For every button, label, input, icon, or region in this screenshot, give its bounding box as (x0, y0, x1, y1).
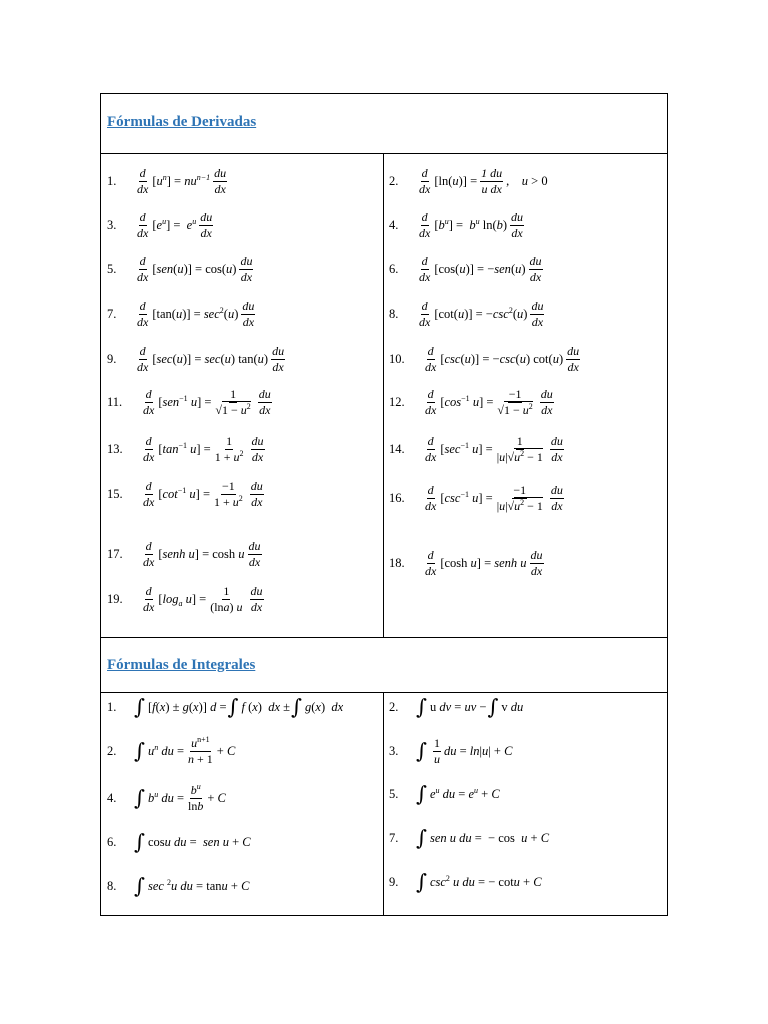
derivada-1: 1. $\frac{d}{dx}$ $[u^n] = nu^{n-1}$ $\frac{du}{dx}$ (107, 166, 227, 196)
column-divider (383, 692, 384, 916)
derivada-17: 17. $\frac{d}{dx}$ [senh u] = cosh u $\frac{du}{dx}$ (107, 539, 261, 569)
derivada-10: 10. $\frac{d}{dx}$ [csc(u)] = −csc(u) cot(u) $\frac{du}{dx}$ (389, 344, 580, 374)
divider (101, 637, 667, 638)
integral-5: 5. ∫ $e^u$ du = $e^u + C$ (389, 782, 500, 806)
integral-9: 9. ∫ $\csc^2 u$ du = − cotu + C (389, 870, 542, 894)
derivada-2: 2. $\frac{d}{dx}$ [ln(u)] = $\frac{1 du}{\text{u dx}}$ , u > 0 (389, 166, 548, 196)
derivada-6: 6. $\frac{d}{dx}$ [cos(u)] = −sen(u) $\frac{du}{dx}$ (389, 254, 542, 284)
derivada-16: 16. $\frac{d}{dx}$ [$\csc^{-1}$ u] = $\frac{-1}{|u|√u^2 - 1}$ $\frac{du}{dx}$ (389, 483, 563, 513)
integral-2-partes: 2. ∫ u dv = uv − ∫ v du (389, 695, 524, 719)
derivada-15: 15. $\frac{d}{dx}$ [$\cot^{-1}$ u] = $\frac{-1}{1 + u^2}$ $\frac{du}{dx}$ (107, 479, 263, 509)
derivada-4: 4. $\frac{d}{dx}$ $[b^u] = b^u$ ln(b) $\frac{du}{dx}$ (389, 210, 524, 240)
derivada-8: 8. $\frac{d}{dx}$ $[\cot(u)] = -\csc^2(u)$ $\frac{du}{dx}$ (389, 299, 544, 329)
column-divider (383, 153, 384, 637)
derivada-18: 18. $\frac{d}{dx}$ [cosh u] = senh u $\frac{du}{dx}$ (389, 548, 543, 578)
integral-3: 3. ∫ $\frac{1}{u}$ du = ln|u| + C (389, 736, 513, 766)
integral-7: 7. ∫ sen u du = − cos u + C (389, 826, 550, 850)
integral-8: 8. ∫ sec $^2$u du = tanu + C (107, 874, 250, 898)
derivada-9: 9. $\frac{d}{dx}$ [sec(u)] = sec(u) tan(u) $\frac{du}{dx}$ (107, 344, 285, 374)
derivada-5: 5. $\frac{d}{dx}$ [sen(u)] = cos(u) $\frac{du}{dx}$ (107, 254, 253, 284)
integral-2-potencia: 2. ∫ $u^n$ du = $\frac{u^{n+1}}{n + 1}$ + C (107, 735, 236, 766)
divider (101, 153, 667, 154)
divider (101, 692, 667, 693)
formula-sheet (100, 93, 668, 916)
derivada-12: 12. $\frac{d}{dx}$ [$\cos^{-1}$ u] = $\frac{-1}{√1 - u^2}$ $\frac{du}{dx}$ (389, 387, 553, 417)
derivada-13: 13. $\frac{d}{dx}$ [$\tan^{-1}$ u] = $\frac{1}{1 + u^2}$ $\frac{du}{dx}$ (107, 434, 264, 464)
integral-1: 1. ∫ [f(x) ± g(x)] d = ∫ f (x) dx ± ∫ g(x) dx (107, 695, 344, 719)
derivada-11: 11. $\frac{d}{dx}$ [sen$^{-1}$ u] = $\frac{1}{√1 - u^2}$ $\frac{du}{dx}$ (107, 387, 271, 417)
derivada-19: 19. $\frac{d}{dx}$ [$\log_a$ u] = $\frac{1}{(\ln a) u}$ $\frac{du}{dx}$ (107, 584, 263, 614)
integral-4: 4. ∫ $b^u$ du = $\frac{b^u}{\ln b}$ + C (107, 782, 226, 813)
integral-6: 6. ∫ cosu du = sen u + C (107, 830, 251, 854)
derivada-3: 3. $\frac{d}{dx}$ $[e^u] = e^u$ $\frac{du}{dx}$ (107, 210, 213, 240)
derivadas-title: Fórmulas de Derivadas (107, 114, 257, 130)
integrales-title: Fórmulas de Integrales (107, 657, 256, 673)
derivada-7: 7. $\frac{d}{dx}$ $[\tan(u)] = \sec^2(u)$ $\frac{du}{dx}$ (107, 299, 255, 329)
derivada-14: 14. $\frac{d}{dx}$ [$\sec^{-1}$ u] = $\frac{1}{|u|√u^2 - 1}$ $\frac{du}{dx}$ (389, 434, 563, 464)
